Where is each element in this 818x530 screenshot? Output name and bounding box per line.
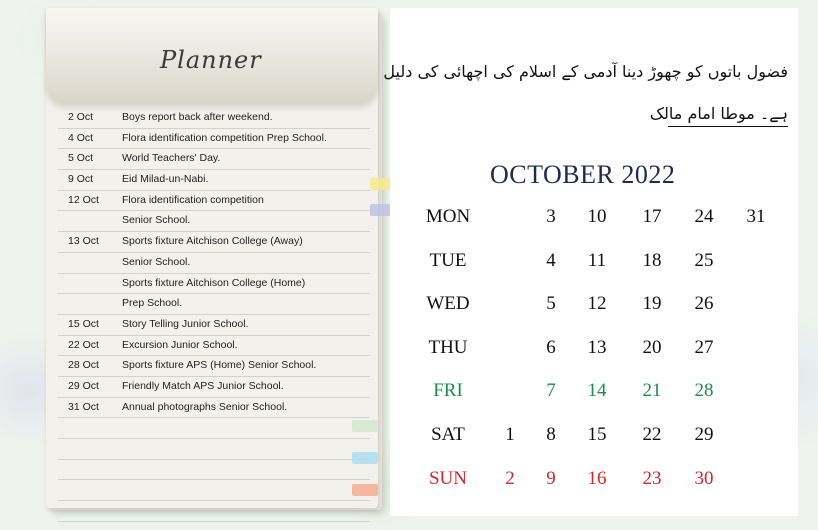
calendar-date: 1 <box>505 424 515 445</box>
planner-event: Sports fixture Aitchison College (Home) <box>122 276 306 289</box>
calendar-date: 11 <box>587 249 607 271</box>
calendar-date: 22 <box>642 424 662 445</box>
weekday-label: TUE <box>429 249 467 271</box>
planner-row <box>58 315 370 336</box>
planner-date: 28 Oct <box>68 359 99 372</box>
planner-date: 15 Oct <box>68 317 99 330</box>
calendar-row-tue <box>400 250 800 284</box>
calendar-date: 24 <box>694 206 714 227</box>
planner-event: Eid Milad-un-Nabi. <box>122 173 209 186</box>
planner-event: Boys report back after weekend. <box>122 111 273 123</box>
calendar-row-sun <box>400 468 800 502</box>
calendar-date: 27 <box>694 336 714 358</box>
calendar-date: 23 <box>642 467 662 489</box>
calendar-date: 30 <box>694 467 714 489</box>
planner-event: Excursion Junior School. <box>122 338 238 351</box>
planner-event: Annual photographs Senior School. <box>122 400 288 413</box>
planner-row <box>58 294 370 315</box>
weekday-label: FRI <box>433 380 463 402</box>
calendar-date: 19 <box>642 293 662 315</box>
planner-row <box>58 191 370 212</box>
calendar-date: 8 <box>546 424 556 445</box>
calendar-row-mon <box>400 206 800 240</box>
calendar-date: 13 <box>587 336 607 358</box>
calendar-date: 9 <box>546 467 556 489</box>
calendar-row-fri <box>400 380 800 414</box>
calendar-row-sat <box>400 424 800 458</box>
planner-row <box>58 398 370 419</box>
calendar-date: 3 <box>546 206 556 227</box>
planner-row <box>58 274 370 295</box>
calendar-date: 25 <box>694 249 714 271</box>
planner-event: Prep School. <box>122 297 183 310</box>
planner-event: World Teachers' Day. <box>122 152 221 165</box>
planner-event: Friendly Match APS Junior School. <box>122 379 284 392</box>
planner-row <box>58 232 370 253</box>
planner-date: 31 Oct <box>68 400 99 413</box>
calendar-date: 16 <box>587 467 607 489</box>
planner-date: 9 Oct <box>68 173 94 186</box>
calendar-date: 2 <box>505 467 515 489</box>
calendar-date: 6 <box>546 336 556 358</box>
calendar-date: 5 <box>546 293 556 315</box>
planner-event: Sports fixture APS (Home) Senior School. <box>122 359 317 372</box>
planner-event: Senior School. <box>122 214 191 227</box>
calendar-row-thu <box>400 337 800 371</box>
calendar-date: 17 <box>642 206 662 227</box>
planner-row <box>58 129 370 150</box>
green-tab <box>352 420 378 432</box>
blue-tab <box>352 452 378 464</box>
urdu-quote-line-2: ہے۔ موطا امام مالک <box>649 104 788 123</box>
planner-event: Flora identification competition Prep School. <box>122 131 327 144</box>
planner-event: Story Telling Junior School. <box>122 317 249 330</box>
weekday-label: SUN <box>428 467 467 489</box>
planner-row <box>58 460 370 481</box>
calendar-date: 7 <box>546 380 556 402</box>
planner-date: 2 Oct <box>68 111 94 123</box>
calendar-date: 29 <box>694 424 714 445</box>
weekday-label: WED <box>426 293 470 315</box>
weekday-label: SAT <box>431 424 465 445</box>
planner-date: 5 Oct <box>68 152 94 165</box>
planner-row <box>58 501 370 522</box>
calendar-date: 20 <box>642 336 662 358</box>
quote-underline <box>668 126 788 127</box>
planner-title: Planner <box>160 46 262 74</box>
planner-row <box>58 170 370 191</box>
planner-row <box>58 253 370 274</box>
planner-date: 4 Oct <box>68 131 94 144</box>
planner-date: 13 Oct <box>68 235 99 248</box>
planner-row <box>58 149 370 170</box>
planner-date: 29 Oct <box>68 379 99 392</box>
planner-entries <box>58 108 370 522</box>
weekday-label: MON <box>425 206 471 227</box>
orange-tab <box>352 484 378 496</box>
calendar-date: 4 <box>546 249 556 271</box>
calendar-date: 10 <box>587 206 607 227</box>
calendar-row-wed <box>400 293 800 327</box>
planner-row <box>58 211 370 232</box>
planner-row <box>58 439 370 460</box>
planner-row <box>58 377 370 398</box>
planner-event: Flora identification competition <box>122 193 264 206</box>
planner-row <box>58 336 370 357</box>
calendar-date: 31 <box>746 206 766 227</box>
weekday-label: THU <box>428 336 468 358</box>
calendar-date: 26 <box>694 293 714 315</box>
calendar-month-title: OCTOBER 2022 <box>490 160 676 189</box>
calendar-date: 14 <box>587 380 607 402</box>
planner-row <box>58 356 370 377</box>
urdu-quote-line-1: فضول باتوں کو چھوڑ دینا آدمی کے اسلام کی اچھائی کی دلیل <box>383 62 788 81</box>
planner-event: Sports fixture Aitchison College (Away) <box>122 235 303 248</box>
planner-row <box>58 418 370 439</box>
planner-row <box>58 108 370 129</box>
planner-row <box>58 480 370 501</box>
calendar-date: 12 <box>587 293 607 315</box>
calendar-date: 18 <box>642 249 662 271</box>
planner-event: Senior School. <box>122 255 191 268</box>
calendar-date: 15 <box>587 424 607 445</box>
planner-date: 22 Oct <box>68 338 99 351</box>
calendar-date: 28 <box>694 380 714 402</box>
calendar-date: 21 <box>642 380 662 402</box>
planner-date: 12 Oct <box>68 193 99 206</box>
